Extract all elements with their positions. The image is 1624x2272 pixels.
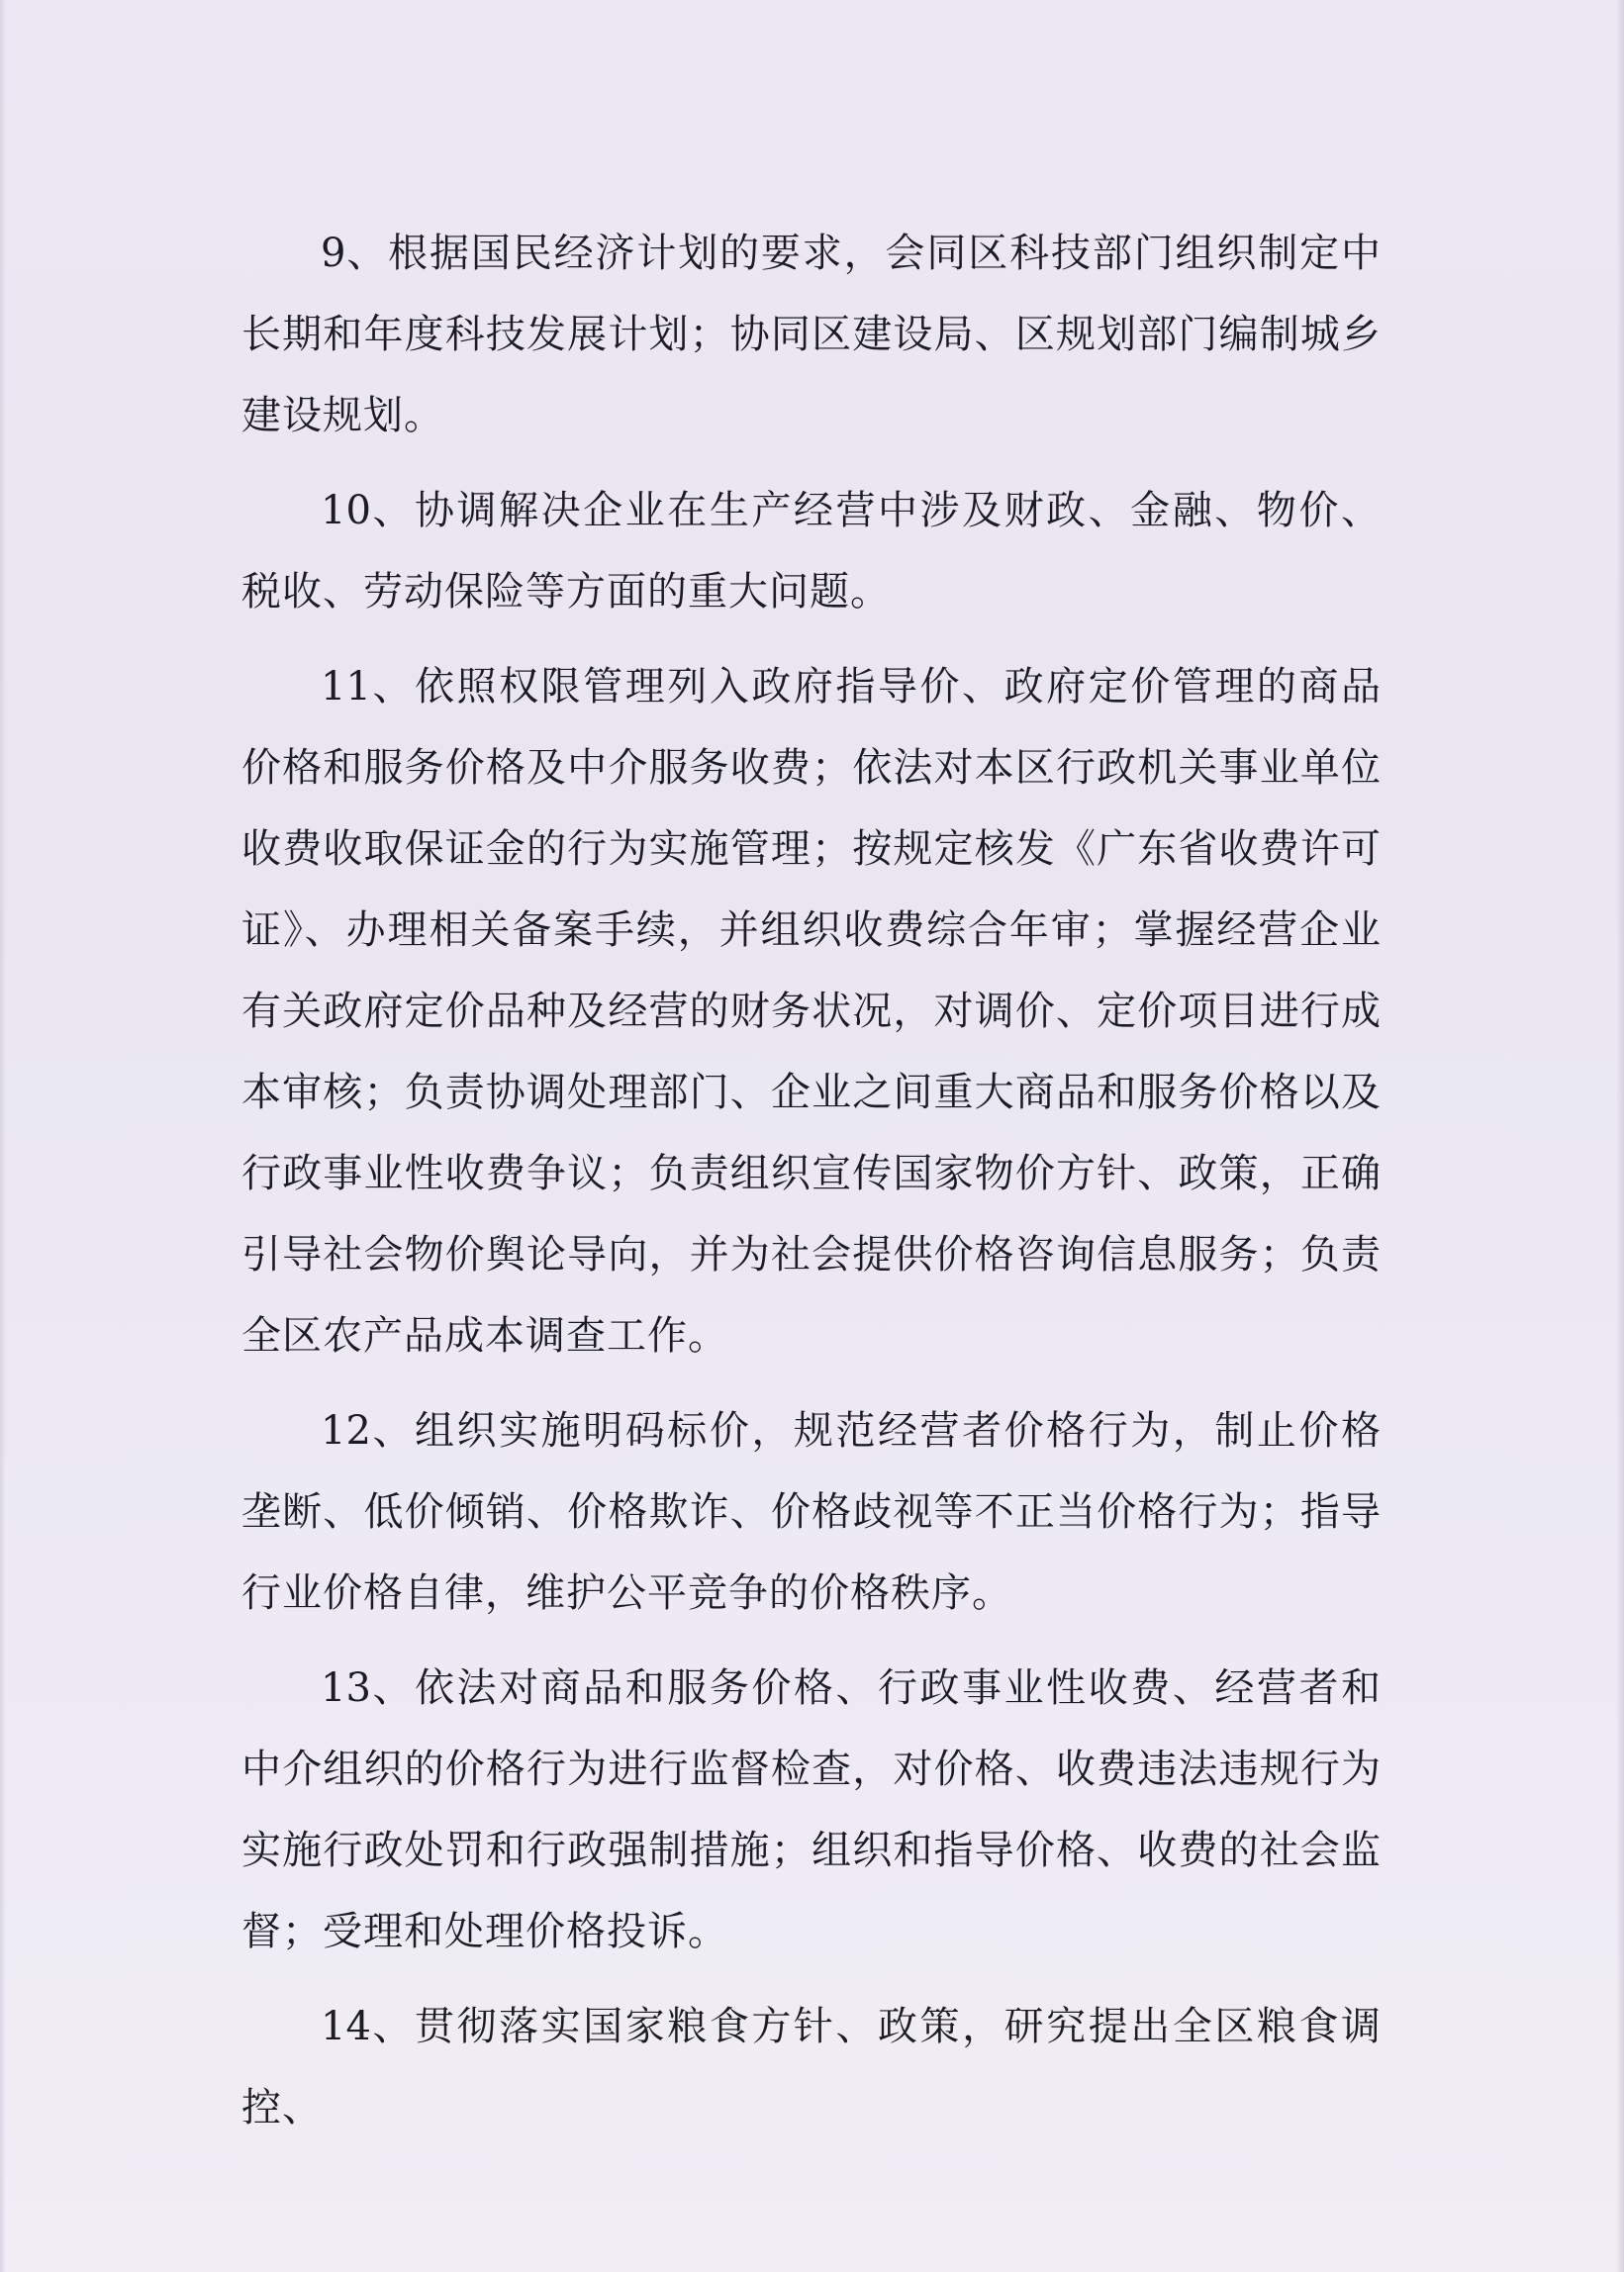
paragraph-number: 14 xyxy=(321,2004,371,2049)
paragraph-item-11 xyxy=(241,646,1382,1376)
paragraph-item-12 xyxy=(241,1390,1382,1634)
paragraph-number: 10 xyxy=(321,488,371,533)
paragraph-text: 、组织实施明码标价，规范经营者价格行为，制止价格垄断、低价倾销、价格欺诈、价格歧视等不正当价格行为；指导行业价格自律，维护公平竞争的价格秩序。 xyxy=(241,1408,1382,1616)
paragraph-text: 、协调解决企业在生产经营中涉及财政、金融、物价、税收、劳动保险等方面的重大问题。 xyxy=(241,488,1382,615)
paragraph-number: 12 xyxy=(321,1408,371,1454)
paragraph-number: 13 xyxy=(321,1665,371,1711)
document-body xyxy=(241,213,1382,2162)
scan-edge-right xyxy=(1616,0,1624,2272)
paragraph-number: 11 xyxy=(321,664,371,710)
paragraph-number: 9 xyxy=(321,231,346,276)
paragraph-item-13 xyxy=(241,1648,1382,1972)
paragraph-item-10 xyxy=(241,470,1382,632)
paragraph-text: 、贯彻落实国家粮食方针、政策，研究提出全区粮食调控、 xyxy=(241,2004,1382,2130)
paragraph-text: 、根据国民经济计划的要求，会同区科技部门组织制定中长期和年度科技发展计划；协同区建设局、区规划部门编制城乡建设规划。 xyxy=(241,231,1382,438)
paragraph-text: 、依照权限管理列入政府指导价、政府定价管理的商品价格和服务价格及中介服务收费；依法对本区行政机关事业单位收费收取保证金的行为实施管理；按规定核发《广东省收费许可证》、办理相关备案手续，并组织收费综合年审；掌握经营企业有关政府定价品种及经营的财务状况，对调价、定价项目进行成本审核；负责协调处理部门、企业之间重大商品和服务价格以及行政事业性收费争议；负责组织宣传国家物价方针、政策，正确引导社会物价舆论导向，并为社会提供价格咨询信息服务；负责全区农产品成本调查工作。 xyxy=(241,664,1382,1359)
paragraph-item-14 xyxy=(241,1986,1382,2148)
paragraph-text: 、依法对商品和服务价格、行政事业性收费、经营者和中介组织的价格行为进行监督检查，对价格、收费违法违规行为实施行政处罚和行政强制措施；组织和指导价格、收费的社会监督；受理和处理价格投诉。 xyxy=(241,1665,1382,1954)
paragraph-item-9 xyxy=(241,213,1382,456)
scan-edge-left xyxy=(0,0,6,2272)
